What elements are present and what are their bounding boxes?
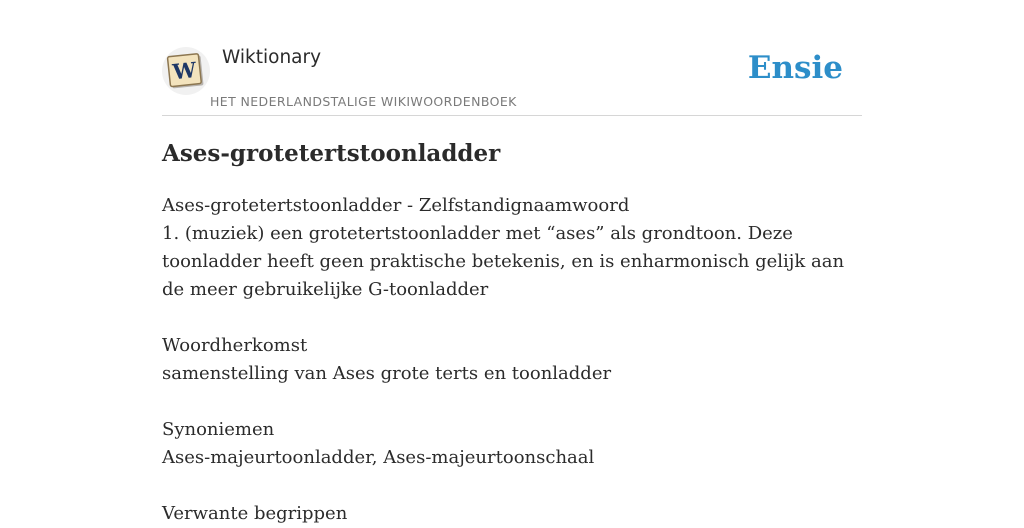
related-label: Verwante begrippen [162, 503, 348, 524]
etymology-text: samenstelling van Ases grote terts en toonladder [162, 363, 612, 384]
site-tagline: HET NEDERLANDSTALIGE WIKIWOORDENBOEK [210, 94, 517, 109]
site-header [162, 44, 862, 116]
section-spacer [162, 304, 862, 332]
section-spacer [162, 472, 862, 500]
wiktionary-logo-icon[interactable] [162, 47, 210, 95]
site-name[interactable]: Wiktionary [222, 47, 322, 68]
wiktionary-logo-graphic [162, 47, 210, 95]
synonyms-text: Ases-majeurtoonladder, Ases-majeurtoonschaal [162, 447, 595, 468]
etymology-label: Woordherkomst [162, 335, 308, 356]
ensie-brand-link[interactable]: Ensie [747, 50, 843, 86]
entry-heading: Ases-grotetertstoonladder - Zelfstandignaamwoord [162, 195, 630, 216]
section-spacer [162, 388, 862, 416]
page-title: Ases-grotetertstoonladder [162, 140, 501, 167]
entry-content [162, 192, 862, 528]
entry-definition: 1. (muziek) een grotetertstoonladder met “ases” als grondtoon. Deze toonladder heeft geen praktische betekenis, en is enharmonisch gelijk aan de meer gebruikelijke G-toonladder [162, 223, 845, 300]
svg-text:W: W [171, 56, 198, 85]
synonyms-label: Synoniemen [162, 419, 275, 440]
